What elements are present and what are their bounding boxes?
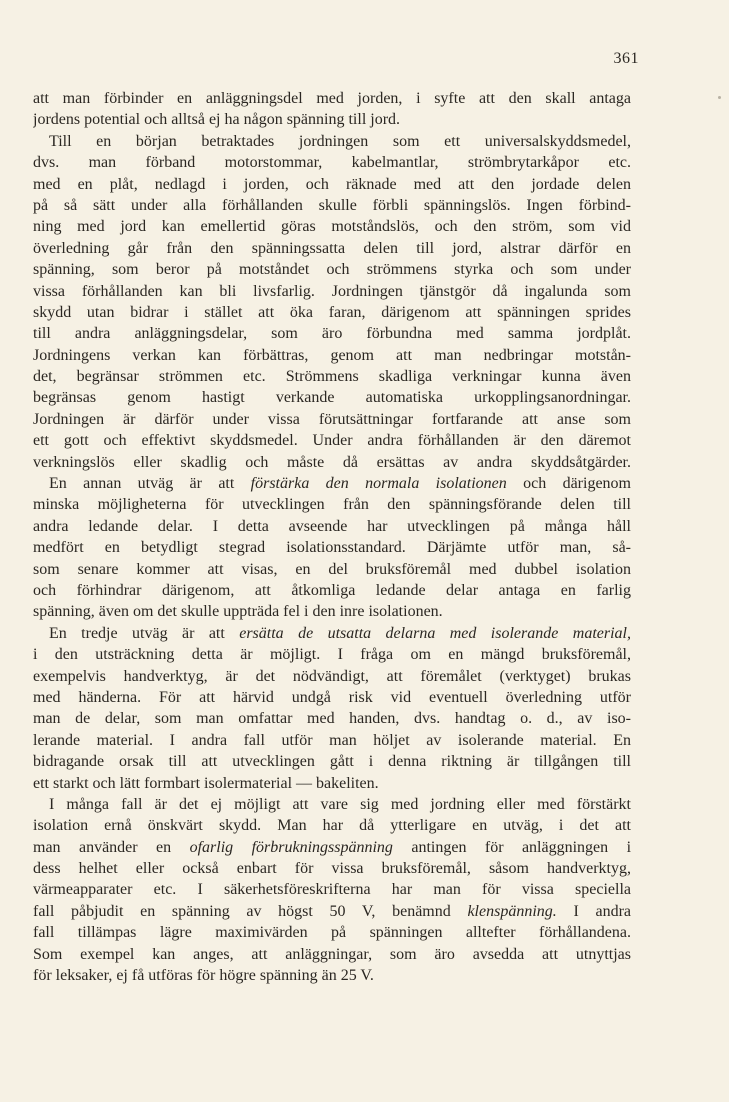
emphasized-text: förstärka den normala isolationen <box>250 475 507 493</box>
text-line <box>33 345 631 366</box>
text-run: i den utsträckning detta är möjligt. I fråga om en mängd bruksföremål, <box>33 646 631 664</box>
text-line <box>33 559 631 580</box>
text-run: fall påbjudit en spänning av högst 50 V, benämnd <box>33 902 468 920</box>
text-line <box>33 730 631 751</box>
text-run: spänning, som beror på motståndet och strömmens styrka och som under <box>33 261 631 279</box>
text-run: Som exempel kan anges, att anläggningar, som äro avsedda att utnyttjas <box>33 945 631 963</box>
text-line <box>33 815 631 836</box>
text-run: minska möjligheterna för utvecklingen från den spänningsförande delen till <box>33 496 631 514</box>
text-run: andra ledande delar. I detta avseende har utvecklingen på många håll <box>33 517 631 535</box>
text-line <box>33 494 631 515</box>
text-line <box>33 195 631 216</box>
text-line <box>33 794 631 815</box>
text-run: med händerna. För att härvid undgå risk vid eventuell överledning utför <box>33 688 631 706</box>
text-line <box>33 922 631 943</box>
text-run: I många fall är det ej möjligt att vare sig med jordning eller med förstärkt <box>49 795 631 813</box>
text-run: ett gott och effektivt skyddsmedel. Under andra förhållanden är den däremot <box>33 432 631 450</box>
text-run: till andra anläggningsdelar, som äro förbundna med samma jordplåt. <box>33 325 631 343</box>
text-line <box>33 259 631 280</box>
page-number: 361 <box>613 50 639 67</box>
text-line <box>33 537 631 558</box>
text-run: det, begränsar strömmen etc. Strömmens skadliga verkningar kunna även <box>33 368 631 386</box>
text-run: som senare kommer att visas, en del bruksföremål med dubbel isolation <box>33 560 631 578</box>
text-run: skydd utan bidrar i stället att öka faran, därigenom att spänningen sprides <box>33 303 631 321</box>
text-line <box>33 473 631 494</box>
text-run: antingen för anläggningen i <box>392 838 631 856</box>
emphasized-text: ersätta de utsatta delarna med isolerande material, <box>239 624 631 642</box>
text-line <box>33 387 631 408</box>
text-run: En tredje utväg är att <box>49 624 240 642</box>
text-run: spänning, även om det skulle uppträda fel i den inre isolationen. <box>33 603 443 621</box>
text-line <box>33 516 631 537</box>
text-run: fall tillämpas lägre maximivärden på spänningen alltefter förhållandena. <box>33 924 631 942</box>
text-run: med en plåt, nedlagd i jorden, och räknade med att den jordade delen <box>33 175 631 193</box>
text-line <box>33 366 631 387</box>
emphasized-text: ofarlig förbrukningsspänning <box>189 838 393 856</box>
text-run: och därigenom <box>506 475 631 493</box>
text-line <box>33 302 631 323</box>
text-line <box>33 944 631 965</box>
emphasized-text: klenspänning. <box>467 902 557 920</box>
text-line <box>33 601 631 622</box>
text-run: begränsas genom hastigt verkande automatiska urkopplingsanordningar. <box>33 389 631 407</box>
text-line <box>33 174 631 195</box>
text-run: medfört en betydligt stegrad isolationsstandard. Därjämte utför man, så- <box>33 539 631 557</box>
text-line <box>33 131 631 152</box>
margin-mark <box>718 96 721 99</box>
text-line <box>33 430 631 451</box>
text-line <box>33 687 631 708</box>
text-line <box>33 773 631 794</box>
text-line <box>33 216 631 237</box>
text-line <box>33 879 631 900</box>
text-run: vissa förhållanden kan bli livsfarlig. Jordningen tjänstgör då ingalunda som <box>33 282 631 300</box>
text-line <box>33 837 631 858</box>
text-line <box>33 109 631 130</box>
text-line <box>33 644 631 665</box>
text-run: Jordningens verkan kan förbättras, genom att man nedbringar motstån- <box>33 346 631 364</box>
text-line <box>33 965 631 986</box>
text-line <box>33 323 631 344</box>
text-run: Jordningen är därför under vissa förutsättningar fortfarande att anse som <box>33 410 631 428</box>
text-run: I andra <box>556 902 631 920</box>
text-line <box>33 751 631 772</box>
text-run: exempelvis handverktyg, är det nödvändigt, att föremålet (verktyget) brukas <box>33 667 631 685</box>
text-run: man använder en <box>33 838 190 856</box>
text-line <box>33 666 631 687</box>
text-line <box>33 238 631 259</box>
text-run: verkningslös eller skadlig och måste då ersättas av andra skyddsåtgärder. <box>33 453 631 471</box>
text-line <box>33 152 631 173</box>
text-run: att man förbinder en anläggningsdel med jorden, i syfte att den skall antaga <box>33 90 631 107</box>
text-run: jordens potential och alltså ej ha någon spänning till jord. <box>33 111 401 129</box>
text-run: Till en början betraktades jordningen som ett universalskyddsmedel, <box>49 132 631 150</box>
text-run: isolation ernå önskvärt skydd. Man har då ytterligare en utväg, i det att <box>33 817 631 835</box>
text-run: dvs. man förband motorstommar, kabelmantlar, strömbrytarkåpor etc. <box>33 154 631 172</box>
text-run: dess helhet eller också enbart för vissa bruksföremål, såsom handverktyg, <box>33 860 631 878</box>
text-line <box>33 580 631 601</box>
text-run: ning med jord kan emellertid göras motståndslös, och den ström, som vid <box>33 218 631 236</box>
text-line <box>33 88 631 109</box>
text-run: på så sätt under alla förhållanden skulle förbli spänningslös. Ingen förbind- <box>33 196 631 214</box>
text-run: En annan utväg är att <box>49 475 251 493</box>
text-line <box>33 409 631 430</box>
text-run: ett starkt och lätt formbart isolermaterial — bakeliten. <box>33 774 379 792</box>
text-line <box>33 708 631 729</box>
text-run: bidragande orsak till att utvecklingen gått i denna riktning är tillgången till <box>33 753 631 771</box>
text-run: för leksaker, ej få utföras för högre spänning än 25 V. <box>33 967 374 985</box>
text-run: överledning går från den spänningssatta delen till jord, alstrar därför en <box>33 239 631 257</box>
text-line <box>33 623 631 644</box>
text-line <box>33 281 631 302</box>
text-run: lerande material. I andra fall utför man höljet av isolerande material. En <box>33 731 631 749</box>
text-line <box>33 858 631 879</box>
text-run: och förhindrar därigenom, att åtkomliga ledande delar antaga en farlig <box>33 581 631 599</box>
text-line <box>33 452 631 473</box>
text-run: man de delar, som man omfattar med handen, dvs. handtag o. d., av iso- <box>33 710 631 728</box>
text-line <box>33 901 631 922</box>
body-text <box>33 88 631 986</box>
text-run: värmeapparater etc. I säkerhetsföreskrifterna har man för vissa speciella <box>33 881 631 899</box>
